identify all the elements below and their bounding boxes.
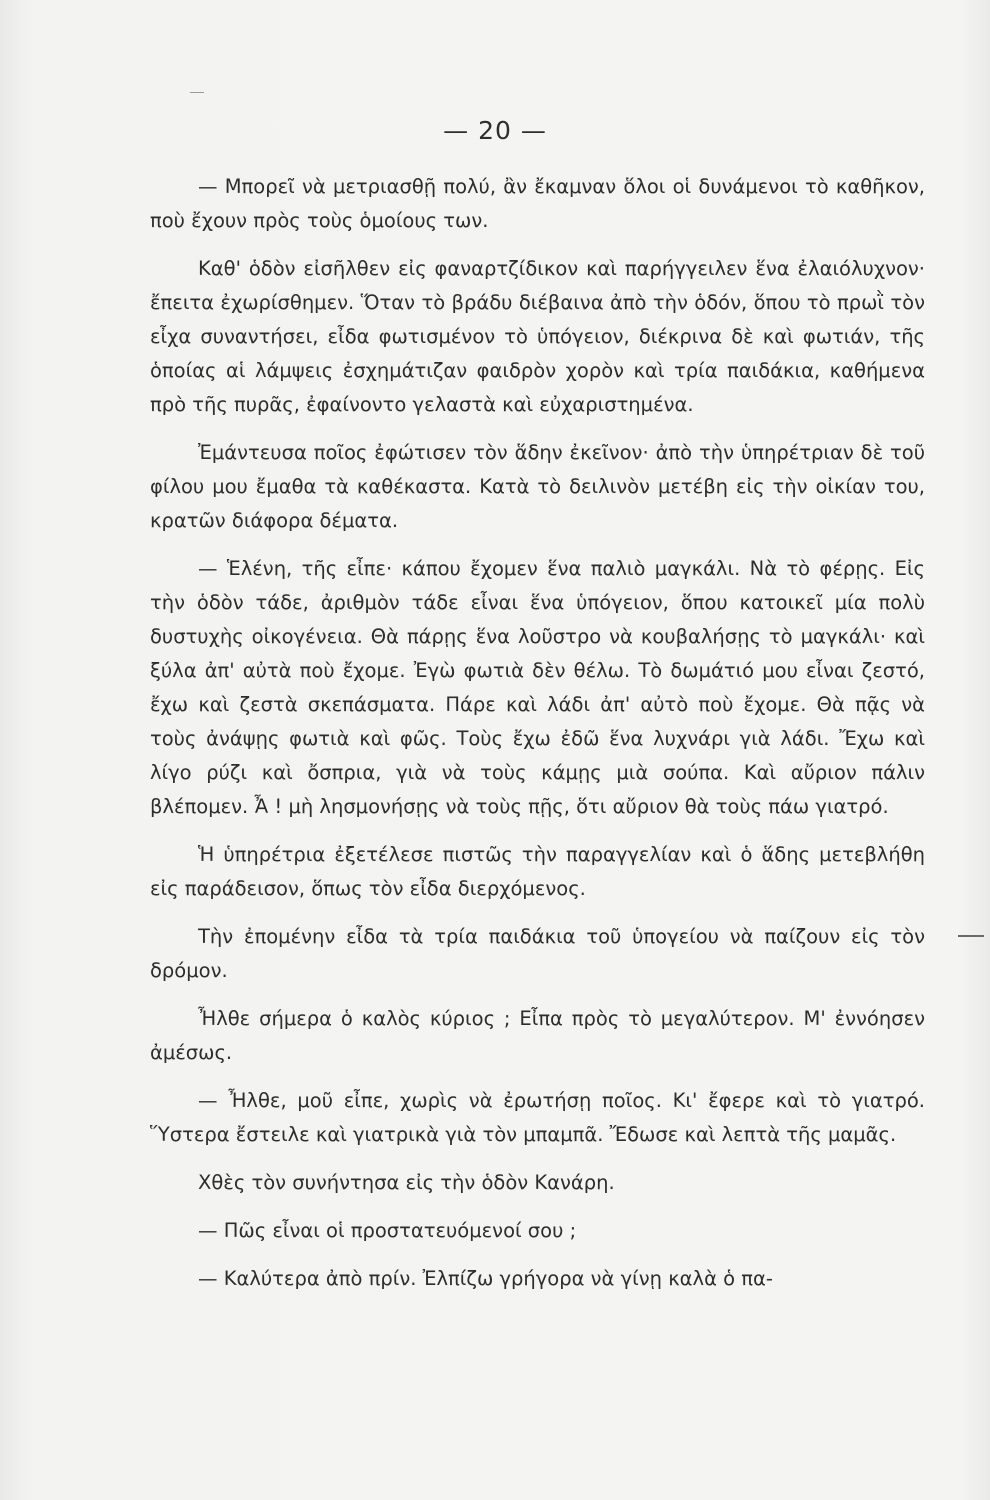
paragraph-9: Χθὲς τὸν συνήντησα εἰς τὴν ὁδὸν Κανάρη. xyxy=(198,1171,615,1194)
margin-mark-right xyxy=(958,935,984,937)
paragraph-8: — Ἦλθε, μοῦ εἶπε, χωρὶς νὰ ἐρωτήσῃ ποῖος. Κι' ἔφερε καὶ τὸ γιατρό. Ὕστερα ἔστειλε καὶ γιατρικὰ γιὰ τὸν μπαμπᾶ. Ἔδωσε καὶ λεπτὰ τῆς μαμᾶς. xyxy=(150,1089,925,1146)
paragraph-2: Καθ' ὁδὸν εἰσῆλθεν εἰς φαναρτζίδικον καὶ παρήγγειλεν ἕνα ἐλαιόλυχνον· ἔπειτα ἐχωρίσθημεν. Ὅταν τὸ βράδυ διέβαινα ἀπὸ τὴν ὁδόν, ὅπου τὸ πρωῒ τὸν εἶχα συναντήσει, εἶδα φωτισμένον τὸ ὑπόγειον, διέκρινα δὲ καὶ φωτιάν, τῆς ὁποίας αἱ λάμψεις ἐσχημάτιζαν φαιδρὸν χορὸν καὶ τρία παιδάκια, καθήμενα πρὸ τῆς πυρᾶς, ἐφαίνοντο γελαστὰ καὶ εὐχαριστημένα. xyxy=(150,257,925,416)
page-number: — 20 — xyxy=(443,116,547,145)
paragraph-5: Ἡ ὑπηρέτρια ἐξετέλεσε πιστῶς τὴν παραγγελίαν καὶ ὁ ἅδης μετεβλήθη εἰς παράδεισον, ὅπως τὸν εἶδα διερχόμενος. xyxy=(150,843,925,900)
paragraph-1: — Μπορεῖ νὰ μετριασθῇ πολύ, ἂν ἔκαμναν ὅλοι οἱ δυνάμενοι τὸ καθῆκον, ποὺ ἔχουν πρὸς τοὺς ὁμοίους των. xyxy=(150,175,925,232)
margin-mark-top xyxy=(190,92,204,93)
paragraph-4: — Ἑλένη, τῆς εἶπε· κάπου ἔχομεν ἕνα παλιὸ μαγκάλι. Νὰ τὸ φέρῃς. Εἰς τὴν ὁδὸν τάδε, ἀριθμὸν τάδε εἶναι ἕνα ὑπόγειον, ὅπου κατοικεῖ μία πολὺ δυστυχὴς οἰκογένεια. Θὰ πάρῃς ἕνα λοῦστρο νὰ κουβαλήσῃς τὸ μαγκάλι· καὶ ξύλα ἀπ' αὐτὰ ποὺ ἔχομε. Ἐγὼ φωτιὰ δὲν θέλω. Τὸ δωμάτιό μου εἶναι ζεστό, ἔχω καὶ ζεστὰ σκεπάσματα. Πάρε καὶ λάδι ἀπ' αὐτὸ ποὺ ἔχομε. Θὰ πᾷς νὰ τοὺς ἀνάψῃς φωτιὰ καὶ φῶς. Τοὺς ἔχω ἐδῶ ἕνα λυχνάρι γιὰ λάδι. Ἔχω καὶ λίγο ρύζι καὶ ὄσπρια, γιὰ νὰ τοὺς κάμῃς μιὰ σούπα. Καὶ αὔριον πάλιν βλέπομεν. Ἆ ! μὴ λησμονήσῃς νὰ τοὺς πῇς, ὅτι αὔριον θὰ τοὺς πάω γιατρό. xyxy=(150,557,925,818)
paragraph-10: — Πῶς εἶναι οἱ προστατευόμενοί σου ; xyxy=(198,1219,577,1242)
body-text xyxy=(150,170,925,1310)
paragraph-11: — Καλύτερα ἀπὸ πρίν. Ἐλπίζω γρήγορα νὰ γίνῃ καλὰ ὁ πα- xyxy=(198,1267,773,1290)
paragraph-3: Ἐμάντευσα ποῖος ἐφώτισεν τὸν ἅδην ἐκεῖνον· ἀπὸ τὴν ὑπηρέτριαν δὲ τοῦ φίλου μου ἔμαθα τὰ καθέκαστα. Κατὰ τὸ δειλινὸν μετέβη εἰς τὴν οἰκίαν του, κρατῶν διάφορα δέματα. xyxy=(150,441,925,532)
paragraph-6: Τὴν ἐπομένην εἶδα τὰ τρία παιδάκια τοῦ ὑπογείου νὰ παίζουν εἰς τὸν δρόμον. xyxy=(150,925,925,982)
paragraph-7: Ἦλθε σήμερα ὁ καλὸς κύριος ; Εἶπα πρὸς τὸ μεγαλύτερον. Μ' ἐννόησεν ἀμέσως. xyxy=(150,1007,925,1064)
